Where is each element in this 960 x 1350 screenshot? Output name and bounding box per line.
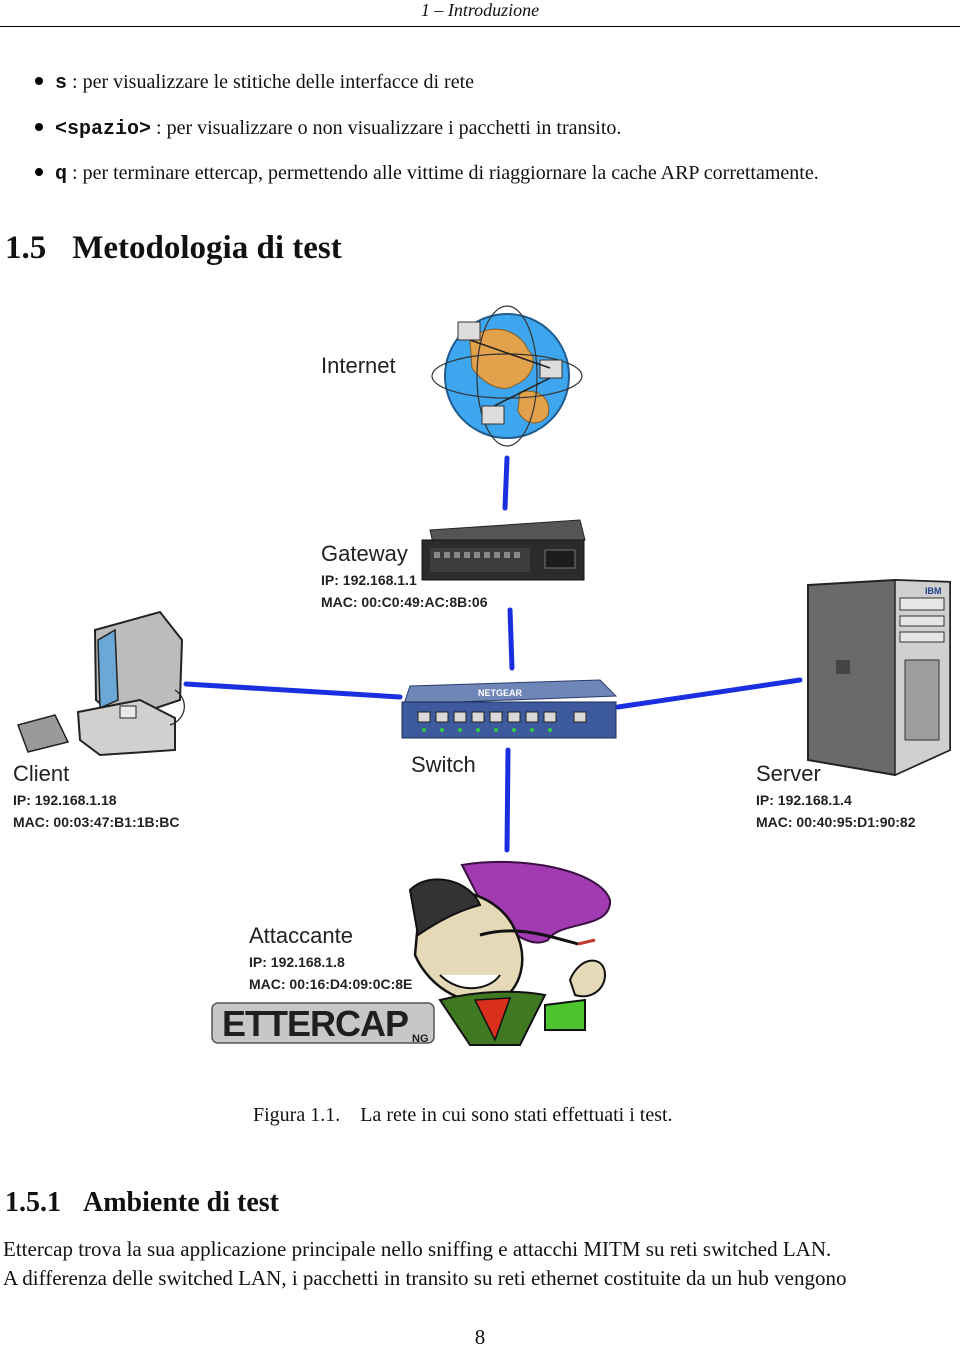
- switch-brand: NETGEAR: [477, 688, 523, 698]
- server-icon: [808, 580, 950, 775]
- computer-icon: [18, 612, 184, 755]
- link-gateway-switch: [510, 610, 512, 668]
- section-title: Metodologia di test: [72, 230, 342, 266]
- ettercap-logo: [212, 1003, 434, 1045]
- subsection-title: Ambiente di test: [83, 1187, 279, 1218]
- server-ip: IP: 192.168.1.4: [756, 792, 852, 808]
- paragraph-line: Ettercap trova la sua applicazione principale nello sniffing e attacchi MITM su reti switched LAN.: [3, 1237, 832, 1261]
- client-ip: IP: 192.168.1.18: [13, 792, 117, 808]
- attacker-ip: IP: 192.168.1.8: [249, 954, 345, 970]
- link-switch-server: [618, 680, 800, 707]
- key-label: s: [55, 72, 68, 95]
- header-title: 1 – Introduzione: [420, 0, 540, 20]
- item-text: : per visualizzare o non visualizzare i pacchetti in transito.: [151, 117, 622, 139]
- subsection-heading: [5, 1187, 279, 1219]
- client-label: Client: [13, 761, 70, 786]
- server-brand: IBM: [925, 586, 942, 596]
- client-mac: MAC: 00:03:47:B1:1B:BC: [13, 814, 180, 830]
- key-label: <spazio>: [55, 118, 152, 141]
- key-label: q: [55, 163, 68, 186]
- attacker-label: Attaccante: [249, 923, 353, 948]
- link-client-switch: [186, 684, 400, 697]
- link-internet-gateway: [505, 458, 507, 508]
- gateway-label: Gateway: [321, 541, 408, 566]
- subsection-number: 1.5.1: [5, 1187, 61, 1218]
- server-label: Server: [756, 761, 821, 786]
- server-mac: MAC: 00:40:95:D1:90:82: [756, 814, 916, 830]
- attacker-mac: MAC: 00:16:D4:09:0C:8E: [249, 976, 413, 992]
- internet-label: Internet: [321, 353, 396, 378]
- logo-suffix: NG: [412, 1033, 429, 1045]
- network-links: [186, 458, 800, 850]
- link-switch-attacker: [507, 750, 508, 850]
- attacker-illustration-icon: [410, 862, 610, 1045]
- figure-caption: [253, 1104, 673, 1127]
- paragraph-line: A differenza delle switched LAN, i pacchetti in transito su reti ethernet costituite da un hub vengono: [3, 1266, 847, 1290]
- item-text: : per terminare ettercap, permettendo alle vittime di riaggiornare la cache ARP correttamente.: [67, 162, 819, 184]
- globe-icon: [432, 306, 582, 446]
- router-icon: [422, 520, 585, 580]
- item-text: : per visualizzare le stitiche delle interfacce di rete: [67, 71, 475, 93]
- figure-label: Figura 1.1.: [253, 1104, 341, 1126]
- section-number: 1.5: [5, 230, 47, 266]
- gateway-ip: IP: 192.168.1.1: [321, 572, 417, 588]
- logo-text: ETTERCAP: [222, 1003, 409, 1044]
- switch-label: Switch: [411, 752, 476, 777]
- page-number: 8: [474, 1325, 486, 1349]
- gateway-mac: MAC: 00:C0:49:AC:8B:06: [321, 594, 488, 610]
- figure-caption-text: La rete in cui sono stati effettuati i test.: [360, 1104, 673, 1126]
